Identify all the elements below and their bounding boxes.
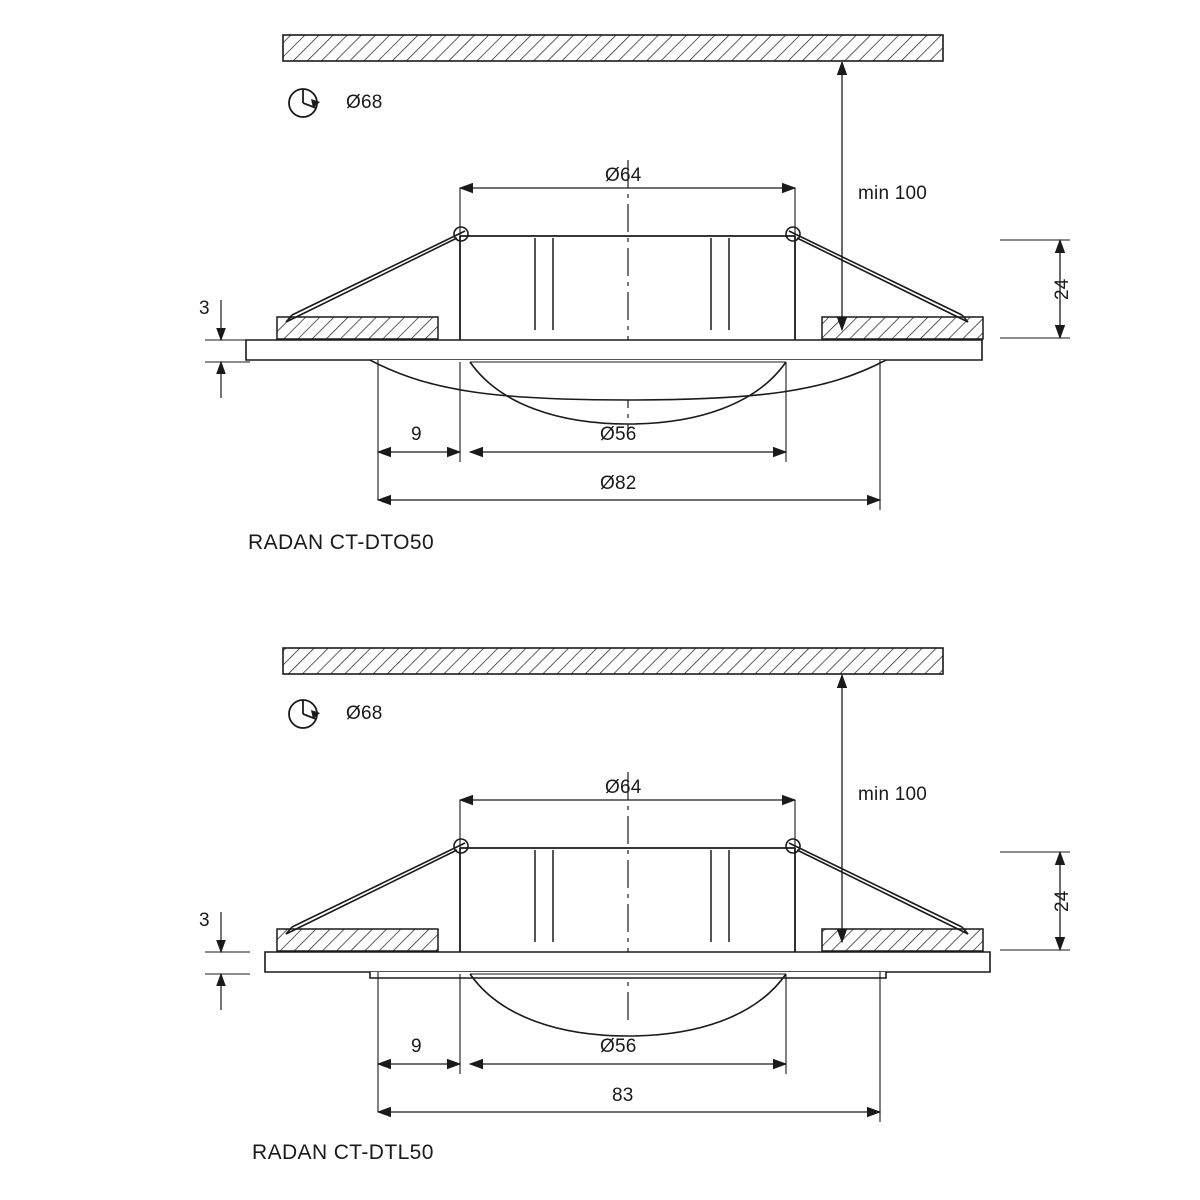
hole-icon-bottom — [289, 700, 320, 728]
dim-label-d82-top: Ø82 — [600, 473, 637, 494]
product-name-bottom: RADAN CT-DTL50 — [252, 1141, 434, 1164]
dim-label-83-bottom: 83 — [612, 1085, 634, 1106]
hole-diameter-label-top: Ø68 — [346, 92, 383, 113]
dim-d56-bottom — [470, 974, 786, 1074]
dim-label-3-top: 3 — [199, 298, 210, 319]
figure-bottom — [205, 648, 1070, 1122]
figure-top — [205, 35, 1070, 510]
ceiling-slab-top — [283, 35, 943, 61]
dim-label-9-bottom: 9 — [411, 1036, 422, 1057]
dim-label-d56-top: Ø56 — [600, 424, 637, 445]
dim-3-bottom — [205, 912, 250, 1010]
dim-label-24-top: 24 — [1052, 278, 1073, 300]
dim-label-d56-bottom: Ø56 — [600, 1036, 637, 1057]
dim-label-9-top: 9 — [411, 424, 422, 445]
ceiling-slab-bottom — [283, 648, 943, 674]
dim-label-3-bottom: 3 — [199, 910, 210, 931]
dim-3-top — [205, 300, 250, 398]
dim-label-24-bottom: 24 — [1052, 890, 1073, 912]
dim-label-d64-top: Ø64 — [605, 165, 642, 186]
dim-label-min100-top: min 100 — [858, 183, 927, 204]
luminaire-body-bottom — [265, 772, 990, 1036]
dim-label-d64-bottom: Ø64 — [605, 777, 642, 798]
hole-diameter-label-bottom: Ø68 — [346, 703, 383, 724]
hole-icon-top — [289, 89, 320, 117]
product-name-top: RADAN CT-DTO50 — [248, 531, 435, 554]
dim-label-min100-bottom: min 100 — [858, 784, 927, 805]
